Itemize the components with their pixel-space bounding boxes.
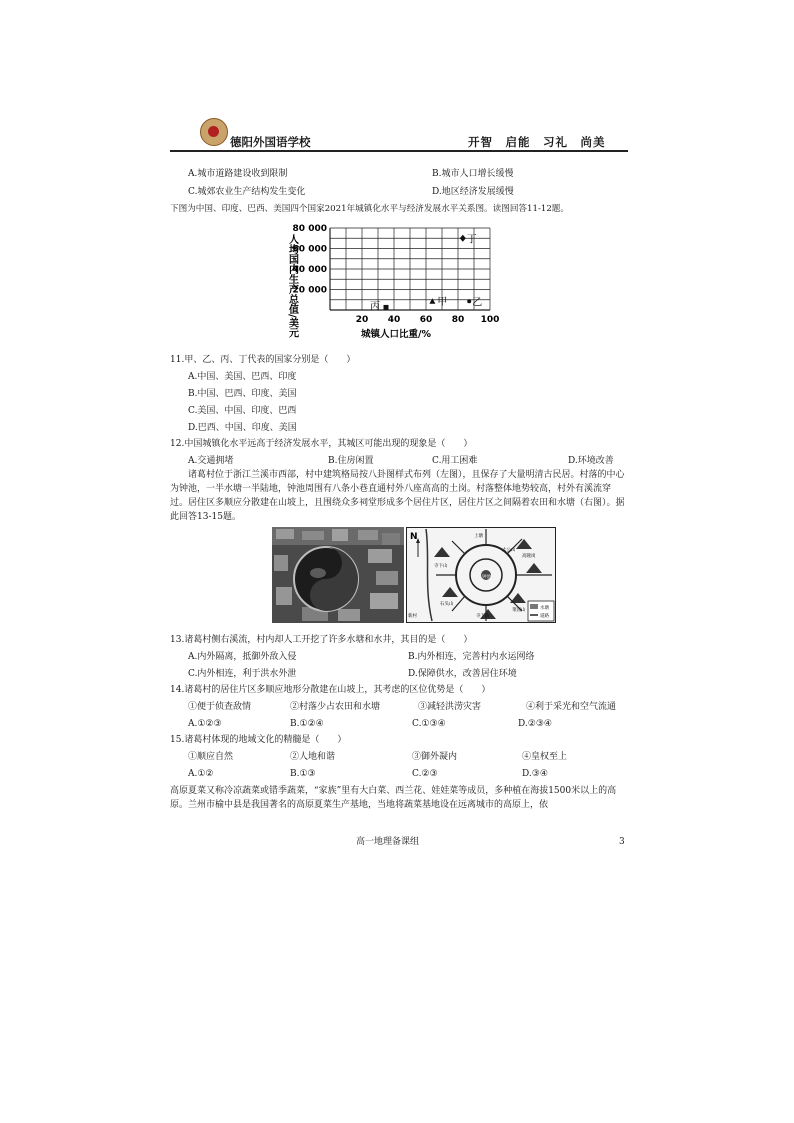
point-label: 甲 <box>437 296 448 308</box>
point-marker <box>429 298 435 304</box>
q11-option-b: B.中国、巴西、印度、美国 <box>188 389 297 399</box>
q15-item-1: ①顺应自然 <box>188 752 234 762</box>
data-point-乙 <box>467 296 482 308</box>
y-tick-label: 80 000 <box>292 224 327 234</box>
legend-water: 水塘 <box>540 606 549 611</box>
q11-option-c: C.美国、中国、印度、巴西 <box>188 406 297 416</box>
prev-option-c: C.城郊农业生产结构发生变化 <box>188 187 306 197</box>
school-name: 德阳外国语学校 <box>230 135 311 149</box>
school-motto: 开智 启能 习礼 尚美 <box>468 135 606 149</box>
map-label-2: 寺下山 <box>434 564 448 569</box>
y-tick-label: 60 000 <box>292 244 327 255</box>
chart-x-axis-label: 城镇人口比重/% <box>361 329 431 340</box>
scatter-chart <box>278 216 508 341</box>
q15-option-b: B.①③ <box>290 769 316 779</box>
q13-stem: 13.诸葛村侧右溪流，村内却人工开挖了许多水塘和水井，其目的是（ ） <box>170 635 473 645</box>
q11-option-d: D.巴西、中国、印度、美国 <box>188 423 297 433</box>
q15-item-2: ②人地和谐 <box>290 752 336 762</box>
tail-passage: 高原夏菜又称冷凉蔬菜或错季蔬菜，“家族”里有大白菜、西兰花、娃娃菜等成员，多种植在海拔1500米以上的高原。兰州市榆中县是我国著名的高原夏菜生产基地，当地将蔬菜基地设在远离城市的高原上，依 <box>170 786 617 810</box>
x-tick-label: 100 <box>480 315 500 325</box>
x-tick-label: 40 <box>387 315 401 325</box>
q11-stem: 11.甲、乙、丙、丁代表的国家分别是（ ） <box>170 355 356 365</box>
data-point-丙 <box>370 300 389 312</box>
map-label-1: 钟池 <box>482 575 491 580</box>
q14-item-2: ②村落少占农田和水塘 <box>290 702 381 712</box>
data-point-甲 <box>429 296 447 308</box>
point-label: 丙 <box>370 301 380 313</box>
q13-option-c: C.内外相连，利于洪水外泄 <box>188 669 297 679</box>
q13-option-d: D.保障供水，改善居住环境 <box>408 669 517 679</box>
q14-option-c: C.①③④ <box>412 719 446 729</box>
page-number: 3 <box>619 837 625 847</box>
prev-option-a: A.城市道路建设收到限制 <box>188 169 288 179</box>
q15-option-d: D.③④ <box>522 769 548 779</box>
intro-11-12: 下图为中国、印度、巴西、美国四个国家2021年城镇化水平与经济发展水平关系图。读图回答11-12题。 <box>170 204 569 214</box>
map-label-8: 新村 <box>408 614 417 619</box>
q12-option-a: A.交通拥堵 <box>188 456 234 466</box>
header-rule <box>170 150 628 152</box>
x-tick-label: 60 <box>419 315 433 325</box>
point-marker <box>384 305 389 310</box>
y-tick-label: 20 000 <box>292 285 327 296</box>
north-arrow-label: N <box>410 532 418 542</box>
village-layout-map <box>406 527 556 623</box>
point-label: 丁 <box>466 234 477 246</box>
legend-road: 道路 <box>540 614 549 619</box>
point-marker <box>460 235 466 242</box>
map-label-3: 高隆岗 <box>522 554 536 559</box>
q14-item-1: ①便于侦查敌情 <box>188 702 252 712</box>
school-logo <box>200 118 228 146</box>
q15-item-4: ④皇权至上 <box>522 752 568 762</box>
q14-option-d: D.②③④ <box>518 719 552 729</box>
q14-item-4: ④利于采光和空气流通 <box>526 702 617 712</box>
prev-option-d: D.地区经济发展缓慢 <box>432 187 514 197</box>
point-label: 乙 <box>472 297 483 309</box>
q13-option-b: B.内外相连，完善村内水运网络 <box>408 652 535 662</box>
q12-option-c: C.用工困难 <box>432 456 478 466</box>
map-label-5: 太公山 <box>502 548 516 553</box>
footer-group: 高一地理备课组 <box>356 837 420 847</box>
chart-y-axis-label: 人均国内生产总值/美元 <box>286 234 298 338</box>
x-tick-label: 80 <box>451 315 465 325</box>
q14-item-3: ③减轻洪涝灾害 <box>418 702 482 712</box>
data-point-丁 <box>460 233 477 245</box>
q15-option-c: C.②③ <box>412 769 438 779</box>
map-label-6: 寺下山 <box>476 614 490 619</box>
map-label-0: 上塘 <box>474 534 483 539</box>
x-tick-label: 20 <box>355 315 369 325</box>
q14-stem: 14.诸葛村的居住片区多顺应地形分散建在山坡上，其考虑的区位优势是（ ） <box>170 685 491 695</box>
q15-item-3: ③御外凝内 <box>412 752 458 762</box>
passage-13-15: 诸葛村位于浙江兰溪市西部，村中建筑格局按八卦图样式布列（左图），且保存了大量明清古民居。村落的中心为钟池，一半水塘一半陆地，钟池周围有八条小巷直通村外八座高高的土岗。村落整体地势较高，村外有溪流穿过。居住区多顺应分散建在山坡上，且围绕众多祠堂形成多个居住片区，居住片区之间隔着农田和水塘（右图）。据此回答13-15题。 <box>170 470 625 522</box>
q12-option-b: B.住房闲置 <box>328 456 374 466</box>
q11-option-a: A.中国、美国、巴西、印度 <box>188 372 297 382</box>
village-aerial-photo <box>272 527 404 623</box>
q13-option-a: A.内外隔离，抵御外敌入侵 <box>188 652 297 662</box>
map-label-7: 菜园山 <box>512 608 526 613</box>
q15-option-a: A.①② <box>188 769 214 779</box>
point-marker <box>467 299 471 303</box>
prev-option-b: B.城市人口增长缓慢 <box>432 169 514 179</box>
map-label-4: 石头山 <box>440 602 454 607</box>
q12-option-d: D.环境改善 <box>568 456 614 466</box>
q15-stem: 15.诸葛村体现的地域文化的精髓是（ ） <box>170 735 347 745</box>
q12-stem: 12.中国城镇化水平远高于经济发展水平，其城区可能出现的现象是（ ） <box>170 439 473 449</box>
q14-option-a: A.①②③ <box>188 719 222 729</box>
q14-option-b: B.①②④ <box>290 719 324 729</box>
y-tick-label: 40 000 <box>292 265 327 275</box>
